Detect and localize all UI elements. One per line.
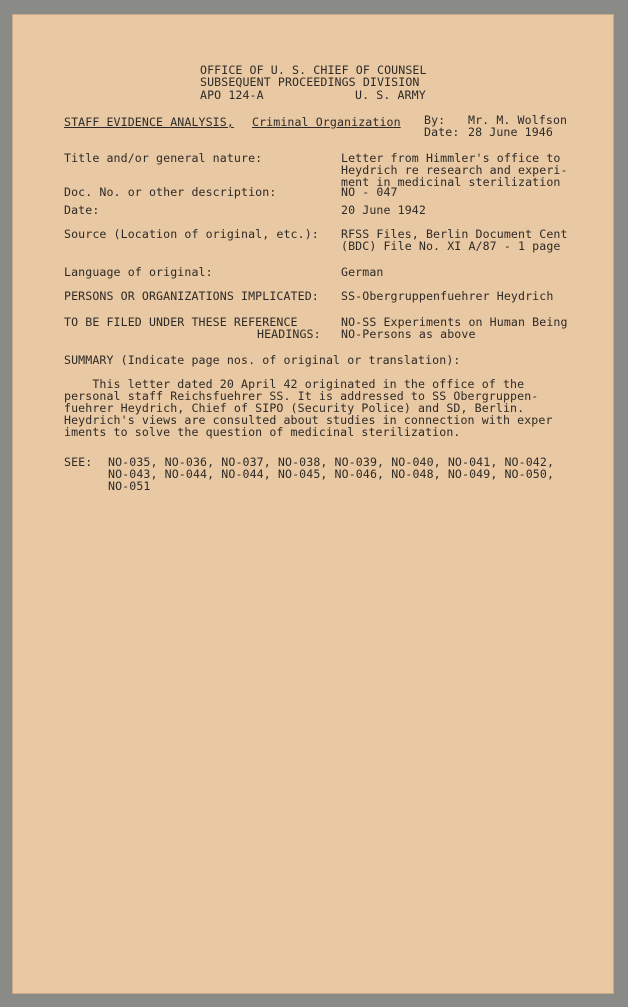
summary-heading: SUMMARY (Indicate page nos. of original or translation): xyxy=(64,353,461,367)
date-label: Date: xyxy=(64,203,100,217)
date-value: 20 June 1942 xyxy=(341,203,426,217)
header-division: SUBSEQUENT PROCEEDINGS DIVISION xyxy=(200,75,420,89)
title-value-line: Heydrich re research and experi- xyxy=(341,163,568,177)
see-line: NO-051 xyxy=(108,479,151,493)
summary-line: iments to solve the question of medicinal sterilization. xyxy=(64,425,461,439)
summary-line: This letter dated 20 April 42 originated in the office of the xyxy=(64,377,525,391)
analysis-title: STAFF EVIDENCE ANALYSIS, xyxy=(64,115,234,129)
source-value-line: RFSS Files, Berlin Document Cent xyxy=(341,227,568,241)
see-line: NO-043, NO-044, NO-044, NO-045, NO-046, NO-048, NO-049, NO-050, xyxy=(108,467,555,481)
title-value-line: Letter from Himmler's office to xyxy=(341,151,561,165)
source-label: Source (Location of original, etc.): xyxy=(64,227,319,241)
title-value-line: ment in medicinal sterilization xyxy=(341,175,561,189)
analysis-date-label: Date: xyxy=(424,125,460,139)
doc-label: Doc. No. or other description: xyxy=(64,185,277,199)
header-army: U. S. ARMY xyxy=(355,88,426,102)
by-label: By: xyxy=(424,113,446,127)
summary-line: Heydrich's views are consulted about studies in connection with exper xyxy=(64,413,553,427)
persons-value: SS-Obergruppenfuehrer Heydrich xyxy=(341,289,554,303)
doc-value: NO - 047 xyxy=(341,185,398,199)
source-value-line: (BDC) File No. XI A/87 - 1 page xyxy=(341,239,561,253)
analysis-subject: Criminal Organization xyxy=(252,115,401,129)
title-label: Title and/or general nature: xyxy=(64,151,263,165)
summary-line: fuehrer Heydrich, Chief of SIPO (Security Police) and SD, Berlin. xyxy=(64,401,525,415)
summary-line: personal staff Reichsfuehrer SS. It is addressed to SS Obergruppen- xyxy=(64,389,539,403)
language-value: German xyxy=(341,265,384,279)
persons-label: PERSONS OR ORGANIZATIONS IMPLICATED: xyxy=(64,289,319,303)
see-label: SEE: xyxy=(64,455,93,469)
filed-value-line: NO-Persons as above xyxy=(341,327,476,341)
language-label: Language of original: xyxy=(64,265,213,279)
see-line: NO-035, NO-036, NO-037, NO-038, NO-039, NO-040, NO-041, NO-042, xyxy=(108,455,555,469)
analysis-date: 28 June 1946 xyxy=(468,125,553,139)
document-page xyxy=(12,14,614,994)
filed-value-line: NO-SS Experiments on Human Being xyxy=(341,315,568,329)
analyst-name: Mr. M. Wolfson xyxy=(468,113,568,127)
header-apo: APO 124-A xyxy=(200,88,264,102)
header-office: OFFICE OF U. S. CHIEF OF COUNSEL xyxy=(200,63,427,77)
filed-label: TO BE FILED UNDER THESE REFERENCE xyxy=(64,315,298,329)
filed-label-headings: HEADINGS: xyxy=(257,327,321,341)
